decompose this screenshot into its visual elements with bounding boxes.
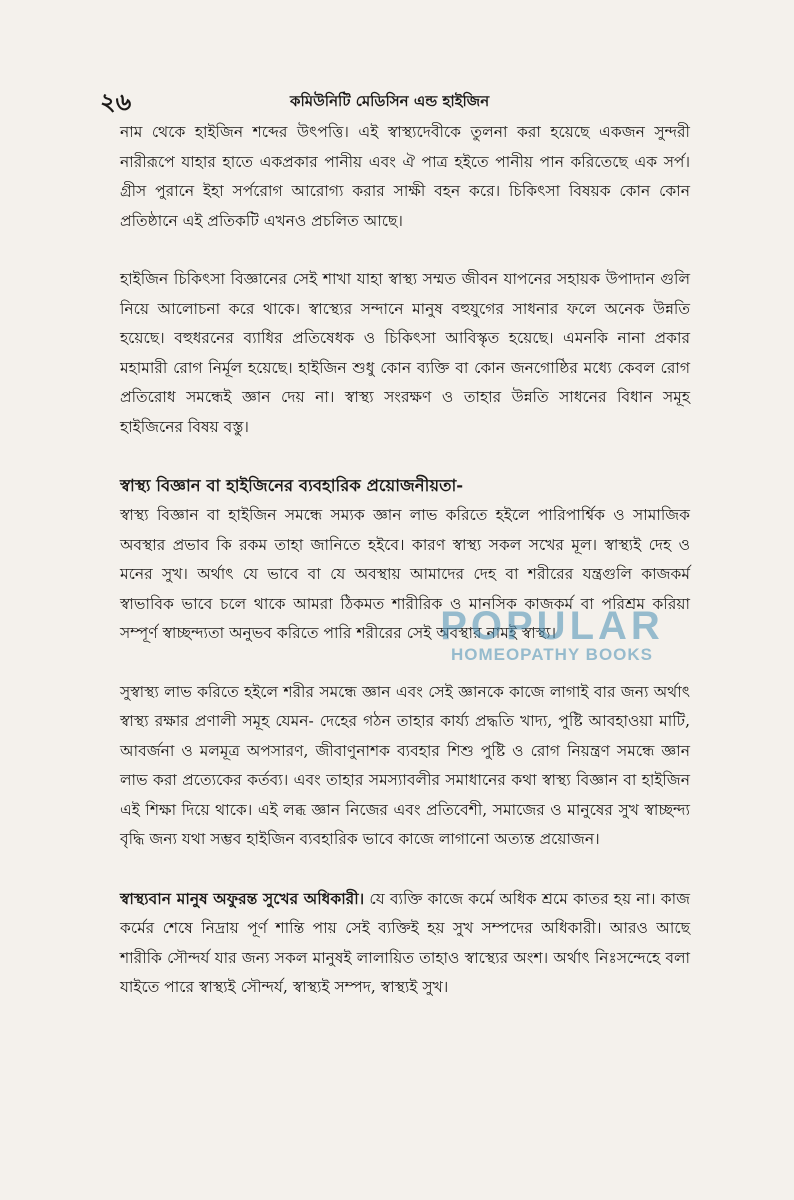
page-body	[120, 118, 690, 1032]
paragraph-1: নাম থেকে হাইজিন শব্দের উৎপত্তি। এই স্বাস্থ্যদেবীকে তুলনা করা হয়েছে একজন সুন্দরী নারীরূপে যাহার হাতে একপ্রকার পানীয় এবং ঐ পাত্র হইতে পানীয় পান করিতেছে এক সর্প। গ্রীস পুরানে ইহা সর্পরোগ আরোগ্য করার সাক্ষী বহন করে। চিকিৎসা বিষয়ক কোন কোন প্রতিষ্ঠানে এই প্রতিকটি এখনও প্রচলিত আছে।	[120, 123, 690, 230]
section-paragraph: স্বাস্থ্য বিজ্ঞান বা হাইজিন সমন্ধে সম্যক জ্ঞান লাভ করিতে হইলে পারিপার্শ্বিক ও সামাজিক অবস্থার প্রভাব কি রকম তাহা জানিতে হইবে। কারণ স্বাস্থ্য সকল সখের মূল। স্বাস্থ্যই দেহ ও মনের সুখ। অর্থাৎ যে ভাবে বা যে অবস্থায় আমাদের দেহ বা শরীরের যন্ত্রগুলি কাজকর্ম স্বাভাবিক ভাবে চলে থাকে আমরা ঠিকমত শারীরিক ও মানসিক কাজকর্ম বা পরিশ্রম করিয়া সম্পূর্ণ স্বাচ্ছন্দ্যতা অনুভব করিতে পারি শরীরের সেই অবস্থার নামই স্বাস্থ্য।	[120, 506, 690, 642]
paragraph-4-text: যে ব্যক্তি কাজে কর্মে অধিক শ্রমে কাতর হয় না। কাজ কর্মের শেষে নিদ্রায় পূর্ণ শান্তি পায় সেই ব্যক্তিই হয় সুখ সম্পদের অধিকারী। আরও আছে শারীকি সৌন্দর্য যার জন্য সকল মানুষই লালায়িত তাহাও স্বাস্থ্যের অংশ। অর্থাৎ নিঃসন্দেহে বলা যাইতে পারে স্বাস্থ্যই সৌন্দর্য, স্বাস্থ্যই সম্পদ, স্বাস্থ্যই সুখ।	[120, 889, 690, 996]
paragraph-3: সুস্বাস্থ্য লাভ করিতে হইলে শরীর সমন্ধে জ্ঞান এবং সেই জ্ঞানকে কাজে লাগাই বার জন্য অর্থাৎ স্বাস্থ্য রক্ষার প্রণালী সমূহ যেমন- দেহের গঠন তাহার কার্য্য প্রদ্ধতি খাদ্য, পুষ্টি আবহাওয়া মাটি, আবর্জনা ও মলমূত্র অপসারণ, জীবাণুনাশক ব্যবহার শিশু পুষ্টি ও রোগ নিয়ন্ত্রণ সমন্ধে জ্ঞান লাভ করা প্রত্যেকের কর্তব্য। এবং তাহার সমস্যাবলীর সমাধানের কথা স্বাস্থ্য বিজ্ঞান বা হাইজিন এই শিক্ষা দিয়ে থাকে। এই লব্ধ জ্ঞান নিজের এবং প্রতিবেশী, সমাজের ও মানুষের সুখ স্বাচ্ছন্দ্য বৃদ্ধি জন্য যথা সম্ভব হাইজিন ব্যবহারিক ভাবে কাজে লাগানো অত্যন্ত প্রয়োজন।	[120, 682, 690, 848]
running-title: কমিউনিটি মেডিসিন এন্ড হাইজিন	[290, 92, 490, 110]
paragraph-4-lead: স্বাস্থ্যবান মানুষ অফুরন্ত সুখের অধিকারী।	[120, 888, 365, 908]
page-number: ২৬	[100, 87, 132, 116]
paragraph-2: হাইজিন চিকিৎসা বিজ্ঞানের সেই শাখা যাহা স্বাস্থ্য সম্মত জীবন যাপনের সহায়ক উপাদান গুলি নিয়ে আলোচনা করে থাকে। স্বাস্থ্যের সন্দানে মানুষ বহুযুগের সাধনার ফলে অনেক উন্নতি হয়েছে। বহুধরনের ব্যাধির প্রতিষেধক ও চিকিৎসা আবিস্কৃত হয়েছে। এমনকি নানা প্রকার মহামারী রোগ নির্মূল হয়েছে। হাইজিন শুধু কোন ব্যক্তি বা কোন জনগোষ্ঠির মধ্যে কেবল রোগ প্রতিরোধ সমন্ধেই জ্ঞান দেয় না। স্বাস্থ্য সংরক্ষণ ও তাহার উন্নতি সাধনের বিধান সমূহ হাইজিনের বিষয় বস্তু।	[120, 270, 690, 436]
section-heading: স্বাস্থ্য বিজ্ঞান বা হাইজিনের ব্যবহারিক প্রয়োজনীয়তা-	[120, 476, 464, 495]
watermark-subtitle: HOMEOPATHY BOOKS	[450, 645, 654, 664]
watermark-brand: POPULAR	[440, 604, 664, 648]
page-header	[100, 84, 700, 114]
paragraph-4	[120, 884, 690, 1003]
